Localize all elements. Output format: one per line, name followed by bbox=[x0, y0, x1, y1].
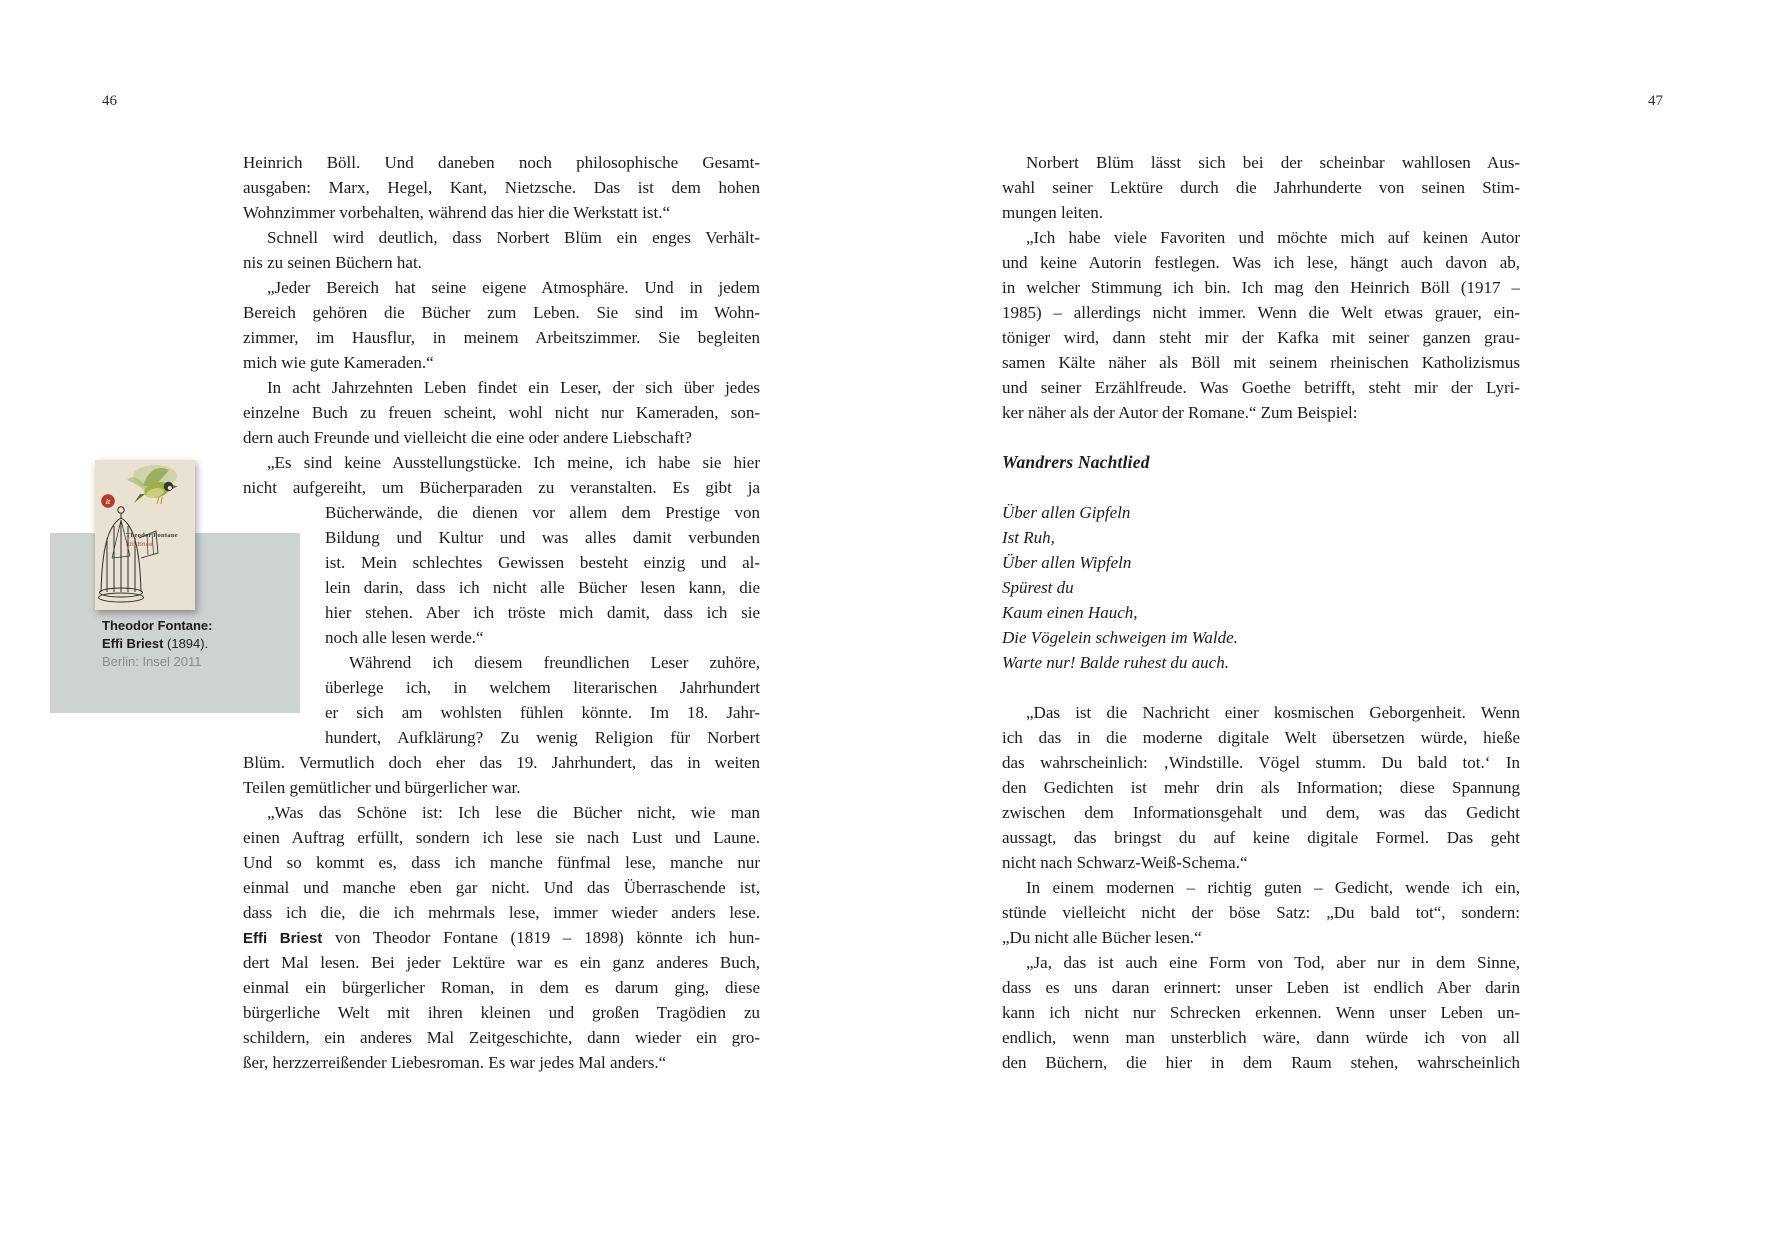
text-line: mungen leiten. bbox=[1002, 203, 1104, 222]
page-number-left: 46 bbox=[102, 93, 117, 109]
text-line: Über allen Wipfeln bbox=[1002, 553, 1132, 572]
text-line: ßer, herzzerreißender Liebesroman. Es war jedes Mal anders.“ bbox=[243, 1053, 667, 1072]
text-line bbox=[1002, 475, 1520, 500]
text-line: zimmer, im Hausflur, in meinem Arbeitszimmer. Sie begleiten bbox=[243, 328, 760, 347]
text-line: Wandrers Nachtlied bbox=[1002, 452, 1150, 472]
text-line: mich wie gute Kameraden.“ bbox=[243, 353, 434, 372]
text-line: aussagt, das bringst du auf keine digitale Formel. Das geht bbox=[1002, 828, 1520, 847]
text-line: endlich, wenn man unsterblich wäre, dann würde ich von all bbox=[1002, 1028, 1520, 1047]
text-line: In einem modernen – richtig guten – Gedicht, wende ich ein, bbox=[1026, 878, 1520, 897]
text-line: den Büchern, die hier in dem Raum stehen, wahrscheinlich bbox=[1002, 1053, 1520, 1072]
text-line: hier stehen. Aber ich tröste mich damit, dass ich sie bbox=[325, 603, 760, 622]
text-line: Effi Briest von Theodor Fontane (1819 – 1898) könnte ich hun- bbox=[243, 928, 760, 947]
text-line: „Du nicht alle Bücher lesen.“ bbox=[1002, 928, 1202, 947]
text-line: zwischen dem Informationsgehalt und dem, was das Gedicht bbox=[1002, 803, 1520, 822]
text-line: einzelne Buch zu freuen scheint, wohl nicht nur Kameraden, son- bbox=[243, 403, 760, 422]
caption-line: Effi Briest (1894). bbox=[102, 636, 209, 651]
text-line: einmal ein bürgerlicher Roman, in dem es darum ging, diese bbox=[243, 978, 760, 997]
text-line: Während ich diesem freundlichen Leser zuhöre, bbox=[349, 653, 760, 672]
cover-author-text: Theodor Fontane bbox=[126, 532, 178, 539]
figure-caption bbox=[102, 617, 292, 671]
text-line: einmal und manche eben gar nicht. Und das Überraschende ist, bbox=[243, 878, 760, 897]
text-line: samen Kälte näher als Böll mit seinem rheinischen Katholizismus bbox=[1002, 353, 1520, 372]
cover-title-text: Effi Briest bbox=[126, 541, 153, 548]
text-line: „Ich habe viele Favoriten und möchte mich auf keinen Autor bbox=[1026, 228, 1520, 247]
text-line bbox=[1002, 425, 1520, 450]
text-line: nicht nach Schwarz-Weiß-Schema.“ bbox=[1002, 853, 1248, 872]
caption-line: Berlin: Insel 2011 bbox=[102, 654, 202, 669]
text-line: dert Mal lesen. Bei jeder Lektüre war es ein ganz anderes Buch, bbox=[243, 953, 760, 972]
text-line: Schnell wird deutlich, dass Norbert Blüm ein enges Verhält- bbox=[267, 228, 760, 247]
text-line: Norbert Blüm lässt sich bei der scheinbar wahllosen Aus- bbox=[1026, 153, 1520, 172]
text-line: Bereich gehören die Bücher zum Leben. Sie sind im Wohn- bbox=[243, 303, 760, 322]
text-line: kann ich nicht nur Schrecken erkennen. Wenn unser Leben un- bbox=[1002, 1003, 1520, 1022]
text-line: ich das in die moderne digitale Welt übersetzen würde, hieße bbox=[1002, 728, 1520, 747]
text-line: „Jeder Bereich hat seine eigene Atmosphäre. Und in jedem bbox=[267, 278, 760, 297]
text-line: und seiner Erzählfreude. Was Goethe betrifft, steht mir der Lyri- bbox=[1002, 378, 1520, 397]
text-line: einen Auftrag erfüllt, sondern ich lese sie nach Lust und Laune. bbox=[243, 828, 760, 847]
text-line: noch alle lesen werde.“ bbox=[325, 628, 484, 647]
text-line: er sich am wohlsten fühlen könnte. Im 18. Jahr- bbox=[325, 703, 760, 722]
text-line: Wohnzimmer vorbehalten, während das hier die Werkstatt ist.“ bbox=[243, 203, 671, 222]
text-line: hundert, Aufklärung? Zu wenig Religion für Norbert bbox=[325, 728, 760, 747]
text-line: ker näher als der Autor der Romane.“ Zum Beispiel: bbox=[1002, 403, 1358, 422]
text-line: Spürest du bbox=[1002, 578, 1074, 597]
page-number-right: 47 bbox=[1648, 93, 1663, 109]
book-cover-effi-briest bbox=[95, 460, 195, 610]
text-line: „Was das Schöne ist: Ich lese die Bücher nicht, wie man bbox=[267, 803, 760, 822]
text-line: ausgaben: Marx, Hegel, Kant, Nietzsche. Das ist dem hohen bbox=[243, 178, 760, 197]
left-text-column bbox=[243, 150, 760, 1075]
text-line: und keine Autorin festlegen. Was ich lese, hängt auch davon ab, bbox=[1002, 253, 1520, 272]
text-line: dass ich die, die ich mehrmals lese, immer wieder anders lese. bbox=[243, 903, 760, 922]
text-line: Heinrich Böll. Und daneben noch philosophische Gesamt- bbox=[243, 153, 760, 172]
text-line: dass es uns daran erinnert: unser Leben ist endlich Aber darin bbox=[1002, 978, 1520, 997]
text-line: In acht Jahrzehnten Leben findet ein Leser, der sich über jedes bbox=[267, 378, 760, 397]
text-line: das wahrscheinlich: ‚Windstille. Vögel stumm. Du bald tot.‘ In bbox=[1002, 753, 1520, 772]
text-line: dern auch Freunde und vielleicht die eine oder andere Liebschaft? bbox=[243, 428, 692, 447]
text-line: nicht aufgereiht, um Bücherparaden zu veranstalten. Es gibt ja bbox=[243, 478, 760, 497]
text-line: „Das ist die Nachricht einer kosmischen Geborgenheit. Wenn bbox=[1026, 703, 1520, 722]
text-line: wahl seiner Lektüre durch die Jahrhunderte von seinen Stim- bbox=[1002, 178, 1520, 197]
text-line bbox=[1002, 675, 1520, 700]
text-line: in welcher Stimmung ich bin. Ich mag den Heinrich Böll (1917 – bbox=[1002, 278, 1520, 297]
insel-logo-text: it bbox=[105, 497, 111, 506]
text-line: Kaum einen Hauch, bbox=[1002, 603, 1138, 622]
text-line: „Ja, das ist auch eine Form von Tod, aber nur in dem Sinne, bbox=[1026, 953, 1520, 972]
text-line: überlege ich, in welchem literarischen Jahrhundert bbox=[325, 678, 760, 697]
text-line: töniger wird, dann steht mir der Kafka mit seiner ganzen grau- bbox=[1002, 328, 1520, 347]
text-line: Bildung und Kultur und was alles damit verbunden bbox=[325, 528, 760, 547]
text-line: ist. Mein schlechtes Gewissen besteht einzig und al- bbox=[325, 553, 760, 572]
text-line: bürgerliche Welt mit ihren kleinen und großen Tragödien zu bbox=[243, 1003, 760, 1022]
text-line: Warte nur! Balde ruhest du auch. bbox=[1002, 653, 1229, 672]
text-line: 1985) – allerdings nicht immer. Wenn die Welt etwas grauer, ein- bbox=[1002, 303, 1520, 322]
right-text-column bbox=[1002, 150, 1520, 1075]
text-line: schildern, ein anderes Mal Zeitgeschichte, dann wieder ein gro- bbox=[243, 1028, 760, 1047]
text-line: Teilen gemütlicher und bürgerlicher war. bbox=[243, 778, 521, 797]
text-line: stünde vielleicht nicht der böse Satz: „Du bald tot“, sondern: bbox=[1002, 903, 1520, 922]
text-line: Ist Ruh, bbox=[1002, 528, 1055, 547]
text-line: den Gedichten ist mehr drin als Information; diese Spannung bbox=[1002, 778, 1520, 797]
caption-line: Theodor Fontane: bbox=[102, 618, 213, 633]
text-line: Blüm. Vermutlich doch eher das 19. Jahrhundert, das in weiten bbox=[243, 753, 760, 772]
book-cover-illustration bbox=[95, 460, 195, 610]
text-line: Bücherwände, die dienen vor allem dem Prestige von bbox=[325, 503, 760, 522]
text-line: nis zu seinen Büchern hat. bbox=[243, 253, 422, 272]
text-line: Die Vögelein schweigen im Walde. bbox=[1002, 628, 1238, 647]
text-line: lein darin, dass ich nicht alle Bücher lesen kann, die bbox=[325, 578, 760, 597]
insel-logo bbox=[101, 494, 115, 508]
text-line: Über allen Gipfeln bbox=[1002, 503, 1131, 522]
text-line: Und so kommt es, dass ich manche fünfmal lese, manche nur bbox=[243, 853, 760, 872]
text-line: „Es sind keine Ausstellungstücke. Ich meine, ich habe sie hier bbox=[267, 453, 760, 472]
